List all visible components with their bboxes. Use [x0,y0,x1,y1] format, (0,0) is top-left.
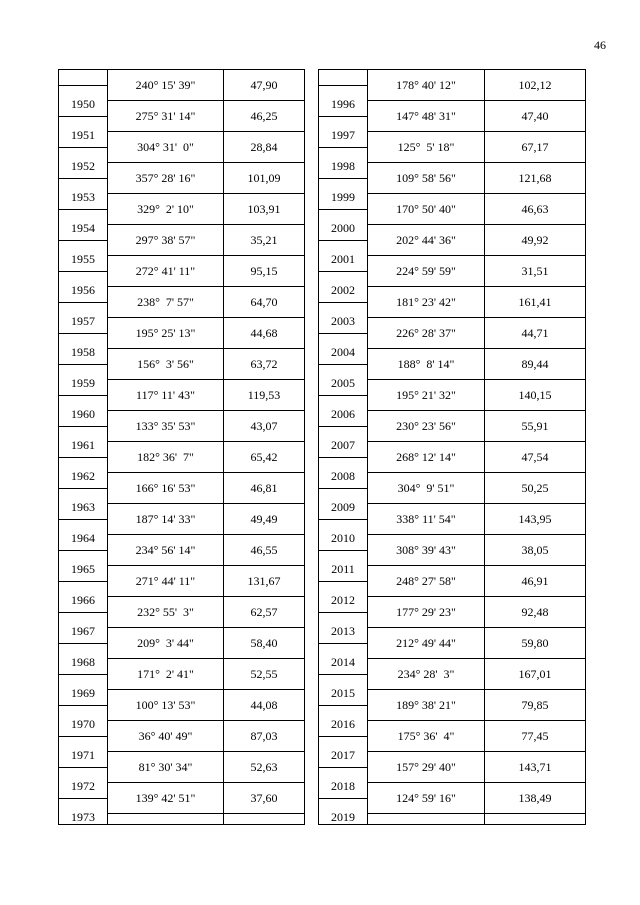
year-column [58,69,108,825]
angle-cell: 240° 15' 39" [108,70,223,101]
value-cell: 143,95 [485,504,585,535]
angle-cell: 117° 11' 43" [108,380,223,411]
year-cell: 2008 [319,458,367,489]
angle-cell: 139° 42' 51" [108,783,223,814]
angle-cell: 234° 28' 3" [368,659,484,690]
value-cell: 58,40 [224,628,304,659]
value-cell: 65,42 [224,442,304,473]
value-cell: 37,60 [224,783,304,814]
year-cell: 2005 [319,365,367,396]
angle-cell: 304° 9' 51" [368,473,484,504]
year-cell: 1956 [59,272,107,303]
value-cell: 138,49 [485,783,585,814]
year-cell: 2009 [319,489,367,520]
angle-cell: 181° 23' 42" [368,287,484,318]
angle-cell: 248° 27' 58" [368,566,484,597]
year-cell: 1953 [59,179,107,210]
angle-cell: 178° 40' 12" [368,70,484,101]
year-cell: 1963 [59,489,107,520]
value-cell: 52,63 [224,752,304,783]
year-cell: 1959 [59,365,107,396]
year-cell: 2007 [319,427,367,458]
page-number: 46 [594,38,606,52]
value-cell: 87,03 [224,721,304,752]
year-cell: 2019 [331,810,355,824]
year-cell: 1965 [59,551,107,582]
year-cell: 1958 [59,334,107,365]
value-cell: 103,91 [224,194,304,225]
year-cell: 1951 [59,117,107,148]
value-cell: 77,45 [485,721,585,752]
year-cell: 1997 [319,117,367,148]
value-cell: 46,63 [485,194,585,225]
value-cell: 50,25 [485,473,585,504]
value-cell: 47,54 [485,442,585,473]
angle-cell: 81° 30' 34" [108,752,223,783]
year-cell: 2010 [319,520,367,551]
value-cell: 46,55 [224,535,304,566]
value-cell: 43,07 [224,411,304,442]
value-cell: 47,40 [485,101,585,132]
angle-cell: 271° 44' 11" [108,566,223,597]
angle-cell: 156° 3' 56" [108,349,223,380]
angle-cell: 232° 55' 3" [108,597,223,628]
year-cell: 2003 [319,303,367,334]
year-cell: 1967 [59,613,107,644]
value-cell: 44,68 [224,318,304,349]
value-cell: 46,81 [224,473,304,504]
year-cell: 2015 [319,675,367,706]
year-cell: 1971 [59,737,107,768]
value-cell: 102,12 [485,70,585,101]
value-cell: 89,44 [485,349,585,380]
angle-cell: 187° 14' 33" [108,504,223,535]
angle-cell: 175° 36' 4" [368,721,484,752]
year-header-cell [319,70,367,86]
value-cell: 143,71 [485,752,585,783]
value-cell: 49,49 [224,504,304,535]
angle-cell: 272° 41' 11" [108,256,223,287]
value-cell: 59,80 [485,628,585,659]
year-cell: 1955 [59,241,107,272]
angle-cell: 297° 38' 57" [108,225,223,256]
value-cell: 67,17 [485,132,585,163]
year-cell: 2011 [319,551,367,582]
year-cell: 1950 [59,86,107,117]
value-cell: 167,01 [485,659,585,690]
year-cell: 2018 [319,768,367,799]
value-cell: 131,67 [224,566,304,597]
angle-cell: 147° 48' 31" [368,101,484,132]
year-cell: 2002 [319,272,367,303]
angle-cell: 157° 29' 40" [368,752,484,783]
angle-cell: 304° 31' 0" [108,132,223,163]
angle-cell: 171° 2' 41" [108,659,223,690]
year-cell: 1972 [59,768,107,799]
year-cell: 2012 [319,582,367,613]
value-cell: 31,51 [485,256,585,287]
year-cell: 1960 [59,396,107,427]
angle-cell: 226° 28' 37" [368,318,484,349]
angle-cell: 195° 25' 13" [108,318,223,349]
angle-cell: 133° 35' 53" [108,411,223,442]
year-cell: 2013 [319,613,367,644]
year-cell: 2006 [319,396,367,427]
year-cell: 1999 [319,179,367,210]
angle-cell: 268° 12' 14" [368,442,484,473]
angle-cell: 202° 44' 36" [368,225,484,256]
angle-cell: 209° 3' 44" [108,628,223,659]
year-cell: 1957 [59,303,107,334]
value-cell: 28,84 [224,132,304,163]
year-cell: 1996 [319,86,367,117]
value-cell: 161,41 [485,287,585,318]
value-cell: 49,92 [485,225,585,256]
value-cell: 63,72 [224,349,304,380]
value-cell: 121,68 [485,163,585,194]
angle-cell: 224° 59' 59" [368,256,484,287]
year-cell: 1968 [59,644,107,675]
value-column [223,69,305,825]
angle-cell: 234° 56' 14" [108,535,223,566]
year-cell: 1969 [59,675,107,706]
angle-cell: 195° 21' 32" [368,380,484,411]
angle-cell: 212° 49' 44" [368,628,484,659]
value-cell: 92,48 [485,597,585,628]
angle-column [108,69,223,825]
year-cell: 1964 [59,520,107,551]
value-cell: 52,55 [224,659,304,690]
angle-cell: 188° 8' 14" [368,349,484,380]
angle-cell: 308° 39' 43" [368,535,484,566]
year-cell: 2016 [319,706,367,737]
angle-cell: 109° 58' 56" [368,163,484,194]
value-cell: 55,91 [485,411,585,442]
angle-cell: 189° 38' 21" [368,690,484,721]
angle-cell: 100° 13' 53" [108,690,223,721]
angle-cell: 124° 59' 16" [368,783,484,814]
value-cell: 35,21 [224,225,304,256]
value-column [484,69,586,825]
value-cell: 46,25 [224,101,304,132]
angle-cell: 275° 31' 14" [108,101,223,132]
year-cell: 1998 [319,148,367,179]
value-cell: 46,91 [485,566,585,597]
angle-cell: 170° 50' 40" [368,194,484,225]
year-cell: 1973 [71,810,95,824]
value-cell: 119,53 [224,380,304,411]
angle-cell: 230° 23' 56" [368,411,484,442]
value-cell: 38,05 [485,535,585,566]
value-cell: 101,09 [224,163,304,194]
value-cell: 44,08 [224,690,304,721]
year-cell: 1970 [59,706,107,737]
angle-cell: 36° 40' 49" [108,721,223,752]
year-header-cell [59,70,107,86]
value-cell: 44,71 [485,318,585,349]
angle-cell: 177° 29' 23" [368,597,484,628]
year-cell: 1952 [59,148,107,179]
angle-cell: 338° 11' 54" [368,504,484,535]
angle-cell: 238° 7' 57" [108,287,223,318]
angle-column [368,69,484,825]
year-cell: 1954 [59,210,107,241]
angle-cell: 182° 36' 7" [108,442,223,473]
year-cell: 1966 [59,582,107,613]
value-cell: 79,85 [485,690,585,721]
angle-cell: 329° 2' 10" [108,194,223,225]
year-cell: 2017 [319,737,367,768]
year-cell: 1962 [59,458,107,489]
value-cell: 62,57 [224,597,304,628]
year-cell: 2000 [319,210,367,241]
year-cell: 1961 [59,427,107,458]
value-cell: 140,15 [485,380,585,411]
value-cell: 47,90 [224,70,304,101]
angle-cell: 166° 16' 53" [108,473,223,504]
angle-cell: 357° 28' 16" [108,163,223,194]
year-cell: 2004 [319,334,367,365]
value-cell: 64,70 [224,287,304,318]
year-column [318,69,368,825]
value-cell: 95,15 [224,256,304,287]
year-cell: 2001 [319,241,367,272]
year-cell: 2014 [319,644,367,675]
angle-cell: 125° 5' 18" [368,132,484,163]
